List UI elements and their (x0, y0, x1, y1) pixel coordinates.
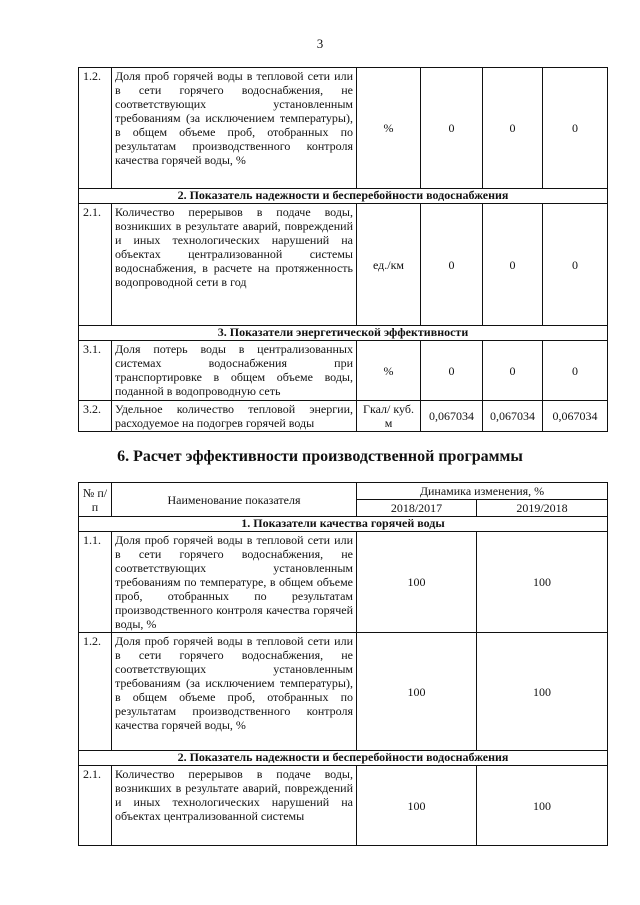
section-row (79, 189, 608, 204)
section-title: 2. Показатель надежности и бесперебойности водоснабжения (79, 751, 608, 766)
row-value: 0,067034 (421, 401, 483, 432)
row-description: Удельное количество тепловой энергии, расходуемое на подогрев горячей воды (112, 401, 357, 432)
row-value: 0 (543, 204, 608, 326)
row-number: 3.1. (79, 341, 112, 401)
row-number: 1.1. (79, 532, 112, 633)
row-value: 0 (421, 341, 483, 401)
table-row (79, 766, 608, 846)
page-number: 3 (316, 36, 324, 51)
row-value: 100 (357, 532, 477, 633)
section-row (79, 517, 608, 532)
row-number: 1.2. (79, 68, 112, 189)
table-row (79, 532, 608, 633)
row-number: 1.2. (79, 633, 112, 751)
indicators-table (78, 67, 608, 432)
row-value: 0 (421, 68, 483, 189)
row-description: Количество перерывов в подаче воды, возникших в результате аварий, повреждений и иных технологических нарушений на объектах централизованной системы водоснабжения, в расчете на протяженность водопроводной сети в год (112, 204, 357, 326)
row-value: 0 (543, 341, 608, 401)
row-value: 0 (543, 68, 608, 189)
header-number: № п/п (79, 483, 112, 517)
row-description: Доля потерь воды в централизованных системах водоснабжения при транспортировке в общем объеме воды, поданной в водопроводную сеть (112, 341, 357, 401)
table-row (79, 204, 608, 326)
efficiency-table (78, 482, 608, 846)
row-value: 0 (483, 204, 543, 326)
header-year-2: 2019/2018 (477, 500, 608, 517)
row-number: 2.1. (79, 204, 112, 326)
section-row (79, 326, 608, 341)
section-title: 3. Показатели энергетической эффективности (79, 326, 608, 341)
section-title: 2. Показатель надежности и бесперебойности водоснабжения (79, 189, 608, 204)
row-value: 0,067034 (543, 401, 608, 432)
row-number: 2.1. (79, 766, 112, 846)
row-description: Количество перерывов в подаче воды, возникших в результате аварий, повреждений и иных технологических нарушений на объектах централизованной системы (112, 766, 357, 846)
row-description: Доля проб горячей воды в тепловой сети или в сети горячего водоснабжения, не соответствующих установленным требованиям (за исключением температуры), в общем объеме проб, отобранных по результатам производственного контроля качества горячей воды, % (112, 633, 357, 751)
header-dynamics: Динамика изменения, % (357, 483, 608, 500)
row-value: 0 (483, 341, 543, 401)
header-indicator-name: Наименование показателя (112, 483, 357, 517)
row-value: 100 (477, 633, 608, 751)
section-title: 1. Показатели качества горячей воды (79, 517, 608, 532)
table-row (79, 401, 608, 432)
row-number: 3.2. (79, 401, 112, 432)
row-value: 0 (483, 68, 543, 189)
row-unit: % (357, 68, 421, 189)
row-value: 0,067034 (483, 401, 543, 432)
table-row (79, 341, 608, 401)
table-row (79, 633, 608, 751)
row-description: Доля проб горячей воды в тепловой сети или в сети горячего водоснабжения, не соответствующих установленным требованиям (за исключением температуры), в общем объеме проб, отобранных по результатам производственного контроля качества горячей воды, % (112, 68, 357, 189)
row-value: 100 (477, 532, 608, 633)
row-value: 100 (477, 766, 608, 846)
row-value: 100 (357, 766, 477, 846)
table-header-row (79, 483, 608, 500)
row-description: Доля проб горячей воды в тепловой сети или в сети горячего водоснабжения, не соответствующих установленным требованиям по температуре, в общем объеме проб, отобранных по результатам производственного контроля качества горячей воды, % (112, 532, 357, 633)
row-value: 100 (357, 633, 477, 751)
row-value: 0 (421, 204, 483, 326)
section-heading: 6. Расчет эффективности производственной программы (117, 448, 523, 465)
section-row (79, 751, 608, 766)
row-unit: ед./км (357, 204, 421, 326)
table-row (79, 68, 608, 189)
row-unit: % (357, 341, 421, 401)
header-year-1: 2018/2017 (357, 500, 477, 517)
row-unit: Гкал/ куб. м (357, 401, 421, 432)
